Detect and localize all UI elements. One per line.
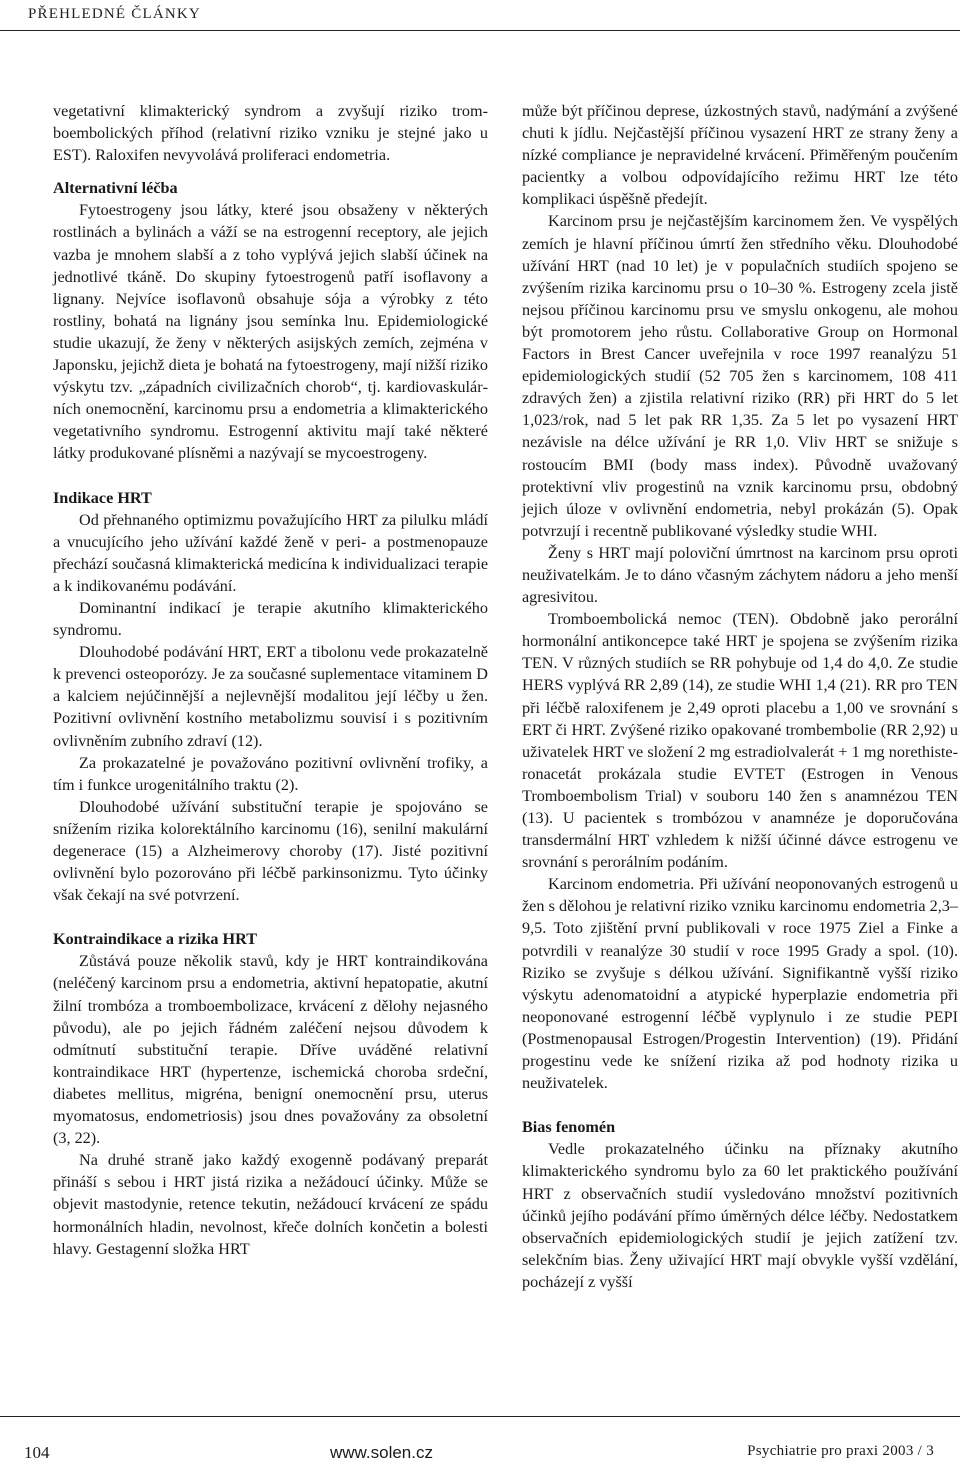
right-column [522,100,958,1293]
paragraph: Karcinom prsu je nejčastějším karcinomem žen. Ve vyspělých zemích je hlavní příčinou úmrtí žen středního věku. Dlouhodobé užívání HRT (nad 10 let) je v populačních studiích spojeno se zvýšením rizika karcinomu prsu o 10–30 %. Estrogeny zcela jistě nejsou příčinou karcinomu prsu ve smyslu onkogenu, ale mohou být promotorem jeho růstu. Collaborative Group on Hormonal Factors in Brest Cancer uveřejnila v roce 1997 reanalýzu 51 epidemiologických studií (52 705 žen s karcinomem, 108 411 zdravých žen) a zjistila relativní riziko (RR) při HRT do 5 let 1,023/rok, nad 5 let pak RR 1,35. Za 5 let po vysazení HRT nezávisle na délce užívání je RR 1,0. Vliv HRT se snižuje s rostoucím BMI (body mass index). Původně uvažovaný protektivní vliv progestinů na vznik karcinomu prsu, obdobný jejich úloze v ovlivnění endometria, nebyl prokázán (5). Opak potvrzují i recentně publikované výsledky studie WHI. [522,212,958,540]
section-label: PŘEHLEDNÉ ČLÁNKY [28,6,201,22]
paragraph: Dlouhodobé užívání substituční terapie je spojováno se snížením rizika kolorektálního karcinomu (16), senilní makulární degenerace (15) a Alzheimerovy choroby (17). Jisté pozitivní ovlivnění bylo pozorováno při léčbě parkinsonizmu. Tyto účinky však čekají na své potvrzení. [53,797,488,905]
paragraph: Vedle prokazatelného účinku na příznaky akutního klimakterického syndromu bylo za 60 let praktického používání HRT z observačních studií vysledováno množství pozitivních účinků jejího podávání přímo úměrných délce léčby. Nedostatkem observačních epidemiologických studií je jejich zatížení tzv. selekčním bias. Ženy uživající HRT mají obvykle vyšší vzdělání, pocházejí z vyšší [522,1140,958,1291]
page-header [0,0,960,31]
heading-contraindications: Kontraindikace a rizika HRT [53,930,258,949]
heading-bias: Bias fenomén [522,1118,616,1137]
heading-alternative-treatment: Alternativní léčba [53,179,178,198]
footer-divider [0,1416,960,1417]
left-column [53,100,488,1260]
paragraph: Na druhé straně jako každý exogenně podávaný preparát přináší s sebou i HRT jistá rizika a nežádoucí účinky. Může se objevit mastodynie, retence tekutin, nežádoucí krvácení ze spádu hormonálních hladin, nevolnost, křeče dolních končetin a bolesti hlavy. Gestagenní složka HRT [53,1151,488,1258]
paragraph: Karcinom endometria. Při užívání neoponovaných estrogenů u žen s dělohou je relativní riziko vzniku karcinomu endometria 2,3–9,5. Toto zjištění první publikovali v roce 1975 Ziel a Finke a potvrdili v reanalýze 30 studií v roce 1995 Grady a spol. (10). Riziko se zvyšuje s délkou užívání. Signifikantně vyšší riziko výskytu adenomatoidní a atypické hyperplazie endometria při neoponované estrogenní léčbě vyplynulo i ze studie PEPI (Postmenopausal Estrogen/Progestin Intervention) (19). Přidání progestinu vede ke snížení rizika až pod hodnoty rizika u neuživatelek. [522,875,958,1093]
paragraph: vegetativní klimakterický syndrom a zvyšují riziko tromboembolických příhod (relativní riziko vzniku je stejné jako u EST). Raloxifen nevyvolává proliferaci endometria. [53,102,488,165]
paragraph: Ženy s HRT mají poloviční úmrtnost na karcinom prsu oproti neuživatelkám. Je to dáno včasným záchytem nádoru a jeho menší agresivitou. [522,543,958,607]
footer-website: www.solen.cz [330,1443,433,1462]
paragraph: Zůstává pouze několik stavů, kdy je HRT kontraindikována (neléčený karcinom prsu a endometria, aktivní hepatopatie, akutní žilní trombóza a tromboembolizace, krvácení z dělohy nejasného původu), ale po jejich řádném zaléčení nejsou důvodem k odmítnutí substituční terapie. Dříve uváděné relativní kontraindikace HRT (hypertenze, ischemická choroba srdeční, diabetes mellitus, migréna, benigní onemocnění prsu, uterus myomatosus, endometriosis) jsou dnes považovány za obsoletní (3, 22). [53,952,488,1148]
paragraph: Za prokazatelné je považováno pozitivní ovlivnění trofiky, a tím i funkce urogenitálního traktu (2). [53,753,488,794]
paragraph: Od přehnaného optimizmu považujícího HRT za pilulku mládí a vnucujícího jeho užívání každé ženě v peri- a postmenopauze přechází současná klimakterická medicína k individualizaci terapie a k indikovanému podávání. [53,510,488,595]
paragraph: Dlouhodobé podávání HRT, ERT a tibolonu vede prokazatelně k prevenci osteoporózy. Je za současné suplementace vitaminem D a kalciem nejúčinnější a nejlevnější modalitou její léčby u žen. Pozitivní ovlivnění kostního metabolizmu souvisí i s pozitivním ovlivněním zubního zdraví (12). [53,643,488,750]
footer-journal: Psychiatrie pro praxi 2003 / 3 [747,1443,934,1459]
paragraph: může být příčinou deprese, úzkostných stavů, nadýmání a zvýšené chuti k jídlu. Nejčastější příčinou vysazení HRT ze strany ženy a nízké compliance je nepravidelné krvácení. Přiměřeným poučením pacientky a volbou odpovídajícího režimu HRT lze této komplikaci úspěšně předejít. [522,102,958,209]
paragraph: Fytoestrogeny jsou látky, které jsou obsaženy v některých rostlinách a bylinách a váží se na estrogenní receptory, ale jejich vazba je mnohem slabší a z toho vyplývá jejich slabší účinek na jednotlivé tkáně. Do skupiny fytoestrogenů patří isoflavony a lignany. Nejvíce isoflavonů obsahuje sója a výrobky z této rostliny, bohatá na lignány jsou semínka lnu. Epidemiologické studie ukazují, že ženy v některých asijských zemích, zejména v Japonsku, jejichž dieta je bohatá na fytoestrogeny, mají nižší riziko výskytu tzv. „západních civilizačních chorob“, tj. kardiovaskulárních onemocnění, karcinomu prsu a endometria a klimakterického vegetativního syndromu. Estrogenní aktivitu mají také některé látky produkované plísněmi a nazývají se mycoestrogeny. [53,201,488,463]
page-number: 104 [24,1443,50,1462]
paragraph: Tromboembolická nemoc (TEN). Obdobně jako perorální hormonální antikoncepce také HRT je spojena se zvýšením rizika TEN. V různých studiích se RR pohybuje od 1,4 do 4,0. Ze studie HERS vyplývá RR 2,89 (14), ze studie WHI 1,4 (21). RR pro TEN při léčbě raloxifenem je 2,49 oproti placebu a 1,00 ve srovnání s ERT či HRT. Zvýšené riziko opakované trombembolie (RR 2,92) u uživatelek HRT ve složení 2 mg estradiolvalerát + 1 mg norethisteronacetát prokázala studie EVTET (Estrogen in Venous Tromboembolism Trial) v souboru 140 žen s anamnézou TEN (13). U pacientek s trombózou v anamnéze je doporučována transdermální HRT vzhledem k nižší účinné dávce estrogenu ve srovnání s perorálním podáním. [522,610,958,872]
paragraph: Dominantní indikací je terapie akutního klimakterického syndromu. [53,598,488,640]
heading-indications: Indikace HRT [53,488,152,507]
